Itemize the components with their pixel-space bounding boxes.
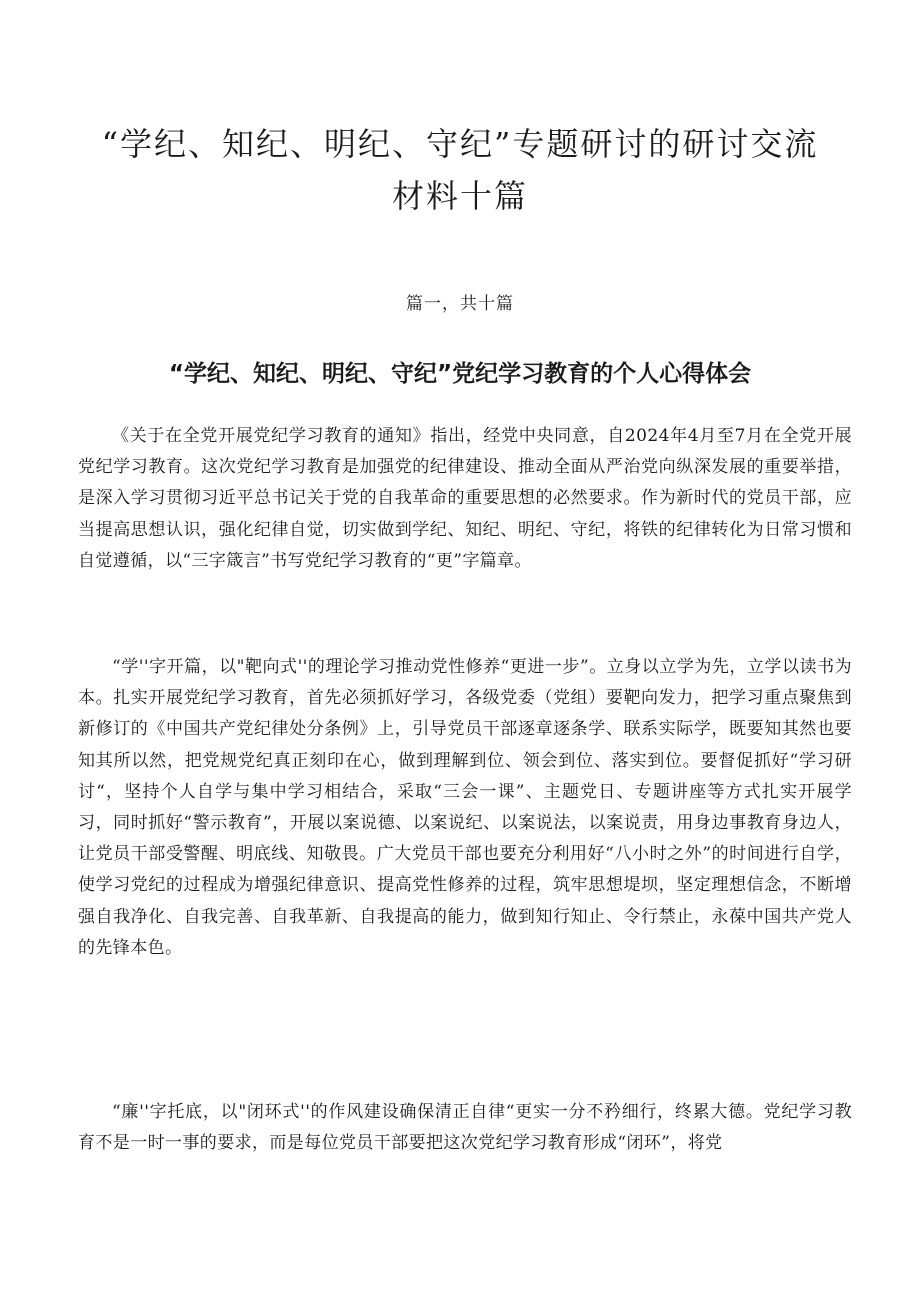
section-label: 篇一，共十篇 (406, 294, 514, 314)
section-title: “学纪、知纪、明纪、守纪”党纪学习教育的个人心得体会 (168, 361, 752, 387)
document-title-line-2: 材料十篇 (391, 177, 528, 215)
paragraph-1: 《关于在全党开展党纪学习教育的通知》指出，经党中央同意，自2024年4月至7月在全党开展党纪学习教育。这次党纪学习教育是加强党的纪律建设、推动全面从严治党向纵深发展的重要举措，是深入学习贯彻习近平总书记关于党的自我革命的重要思想的必然要求。作为新时代的党员干部，应当提高思想认识，强化纪律自觉，切实做到学纪、知纪、明纪、守纪，将铁的纪律转化为日常习惯和自觉遵循，以“三字箴言”书写党纪学习教育的“更”字篇章。 (78, 426, 852, 571)
paragraph-2: “学''字开篇，以"靶向式''的理论学习推动党性修养“更进一步”。立身以立学为先，立学以读书为本。扎实开展党纪学习教育，首先必须抓好学习，各级党委（党组）要靶向发力，把学习重点聚焦到新修订的《中国共产党纪律处分条例》上，引导党员干部逐章逐条学、联系实际学，既要知其然也要知其所以然，把党规党纪真正刻印在心，做到理解到位、领会到位、落实到位。要督促抓好“学习研讨“，坚持个人自学与集中学习相结合，采取“三会一课”、主题党日、专题讲座等方式扎实开展学习，同时抓好“警示教育”，开展以案说德、以案说纪、以案说法，以案说责，用身边事教育身边人，让党员干部受警醒、明底线、知敬畏。广大党员干部也要充分利用好“八小时之外”的时间进行自学，使学习党纪的过程成为增强纪律意识、提高党性修养的过程，筑牢思想堤坝，坚定理想信念，不断增强自我净化、自我完善、自我革新、自我提高的能力，做到知行知止、令行禁止，永葆中国共产党人的先锋本色。 (78, 657, 852, 958)
paragraph-3: “廉''字托底，以"闭环式''的作风建设确保清正自律“更实一分不矜细行，终累大德。党纪学习教育不是一时一事的要求，而是每位党员干部要把这次党纪学习教育形成“闭环”，将党 (78, 1102, 852, 1154)
document-title (60, 118, 860, 222)
document-title-line-1: “学纪、知纪、明纪、守纪”专题研讨的研讨交流 (101, 125, 819, 163)
